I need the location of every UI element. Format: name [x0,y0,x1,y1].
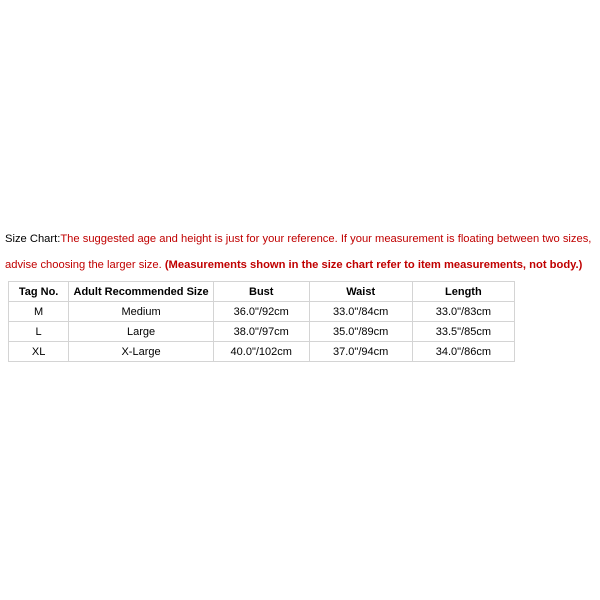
cell-tag-no: L [9,322,69,342]
cell-tag-no: M [9,302,69,322]
header-recommended-size: Adult Recommended Size [69,282,214,302]
cell-waist: 35.0"/89cm [309,322,412,342]
cell-waist: 33.0"/84cm [309,302,412,322]
size-chart-table [8,281,515,362]
cell-length: 34.0"/86cm [412,342,514,362]
notice-line-1 [5,232,597,246]
cell-tag-no: XL [9,342,69,362]
cell-bust: 40.0"/102cm [213,342,309,362]
cell-recommended-size: Large [69,322,214,342]
reference-note: The suggested age and height is just for your reference. If your measurement is floating between two sizes, [60,233,592,245]
cell-length: 33.0"/83cm [412,302,514,322]
cell-waist: 37.0"/94cm [309,342,412,362]
cell-bust: 36.0"/92cm [213,302,309,322]
header-tag-no: Tag No. [9,282,69,302]
cell-recommended-size: X-Large [69,342,214,362]
table-row [9,302,515,322]
notice-line-2 [5,258,597,272]
size-chart-label: Size Chart: [5,233,61,245]
measurement-disclaimer: (Measurements shown in the size chart refer to item measurements, not body.) [164,259,583,271]
larger-size-advice: advise choosing the larger size. [5,259,162,271]
header-bust: Bust [213,282,309,302]
table-row [9,342,515,362]
table-row [9,322,515,342]
cell-length: 33.5"/85cm [412,322,514,342]
size-chart-notice [5,232,597,284]
header-waist: Waist [309,282,412,302]
header-length: Length [412,282,514,302]
cell-bust: 38.0"/97cm [213,322,309,342]
cell-recommended-size: Medium [69,302,214,322]
table-header-row [9,282,515,302]
